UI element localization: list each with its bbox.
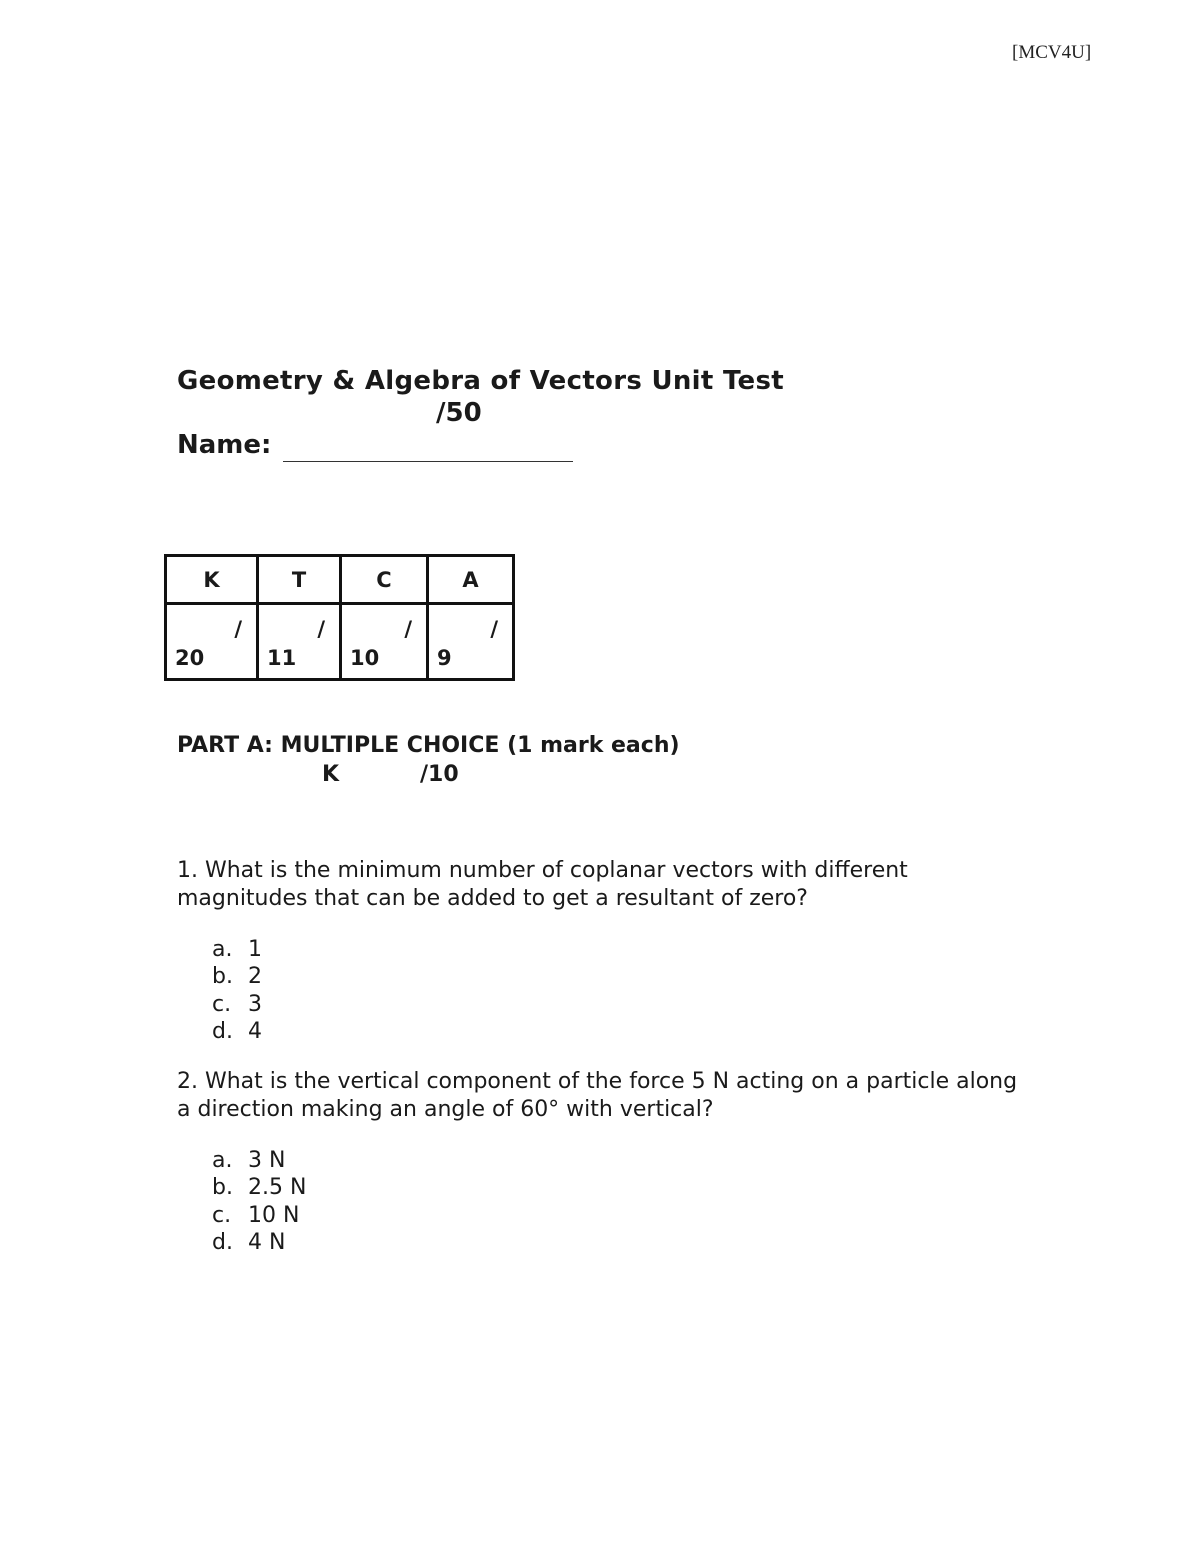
option-text: 4 <box>248 1018 262 1044</box>
marks-header-cell: T <box>258 556 341 604</box>
option-text: 2 <box>248 964 262 990</box>
option-letter: d. <box>212 1229 233 1255</box>
option[interactable] <box>212 963 262 990</box>
marks-table <box>164 554 515 681</box>
marks-value-cell[interactable] <box>166 604 258 680</box>
score-denominator: 10 <box>350 646 380 670</box>
score-slash: / <box>234 617 242 641</box>
score-slash: / <box>404 617 412 641</box>
marks-value-cell[interactable] <box>428 604 514 680</box>
option-text: 4 N <box>248 1229 286 1255</box>
score-denominator: 20 <box>175 646 205 670</box>
option-letter: a. <box>212 1148 233 1173</box>
part-a-score: /10 <box>420 762 459 787</box>
marks-header-cell: C <box>341 556 428 604</box>
score-denominator: 11 <box>267 646 297 670</box>
option-letter: b. <box>212 964 233 990</box>
question-2-text: 2. What is the vertical component of the force 5 N acting on a particle along a direction making an angle of 60° with vertical? <box>177 1069 1018 1122</box>
name-field[interactable] <box>283 433 573 462</box>
option[interactable] <box>212 936 262 963</box>
title-block <box>177 364 784 398</box>
marks-header-row <box>166 556 514 604</box>
option-text: 1 <box>248 937 262 962</box>
marks-header-cell: K <box>166 556 258 604</box>
question-2-options <box>212 1147 306 1256</box>
option[interactable] <box>212 1147 306 1174</box>
marks-value-row <box>166 604 514 680</box>
option-letter: c. <box>212 991 232 1017</box>
score-denominator: 9 <box>437 646 452 670</box>
name-row <box>177 428 573 462</box>
marks-header-cell: A <box>428 556 514 604</box>
option-text: 3 N <box>248 1148 286 1173</box>
option[interactable] <box>212 1018 262 1045</box>
option-letter: d. <box>212 1018 233 1044</box>
option[interactable] <box>212 1174 306 1201</box>
option-letter: c. <box>212 1202 232 1228</box>
option[interactable] <box>212 1202 306 1229</box>
option[interactable] <box>212 991 262 1018</box>
part-a-heading: PART A: MULTIPLE CHOICE (1 mark each) <box>177 733 680 758</box>
name-label: Name: <box>177 430 272 460</box>
option-text: 2.5 N <box>248 1175 307 1201</box>
test-total: /50 <box>436 398 482 428</box>
option-text: 3 <box>248 991 262 1017</box>
marks-value-cell[interactable] <box>258 604 341 680</box>
score-slash: / <box>317 617 325 641</box>
test-title: Geometry & Algebra of Vectors Unit Test <box>177 366 784 396</box>
option[interactable] <box>212 1229 306 1256</box>
course-code: [MCV4U] <box>1012 42 1092 63</box>
question-1-text: 1. What is the minimum number of coplanar vectors with different magnitudes that can be added to get a resultant of zero? <box>177 858 908 911</box>
option-letter: b. <box>212 1175 233 1201</box>
part-a-category: K <box>322 762 340 787</box>
question-1-options <box>212 936 262 1045</box>
score-slash: / <box>490 617 498 641</box>
option-text: 10 N <box>248 1202 300 1228</box>
marks-value-cell[interactable] <box>341 604 428 680</box>
option-letter: a. <box>212 937 233 962</box>
